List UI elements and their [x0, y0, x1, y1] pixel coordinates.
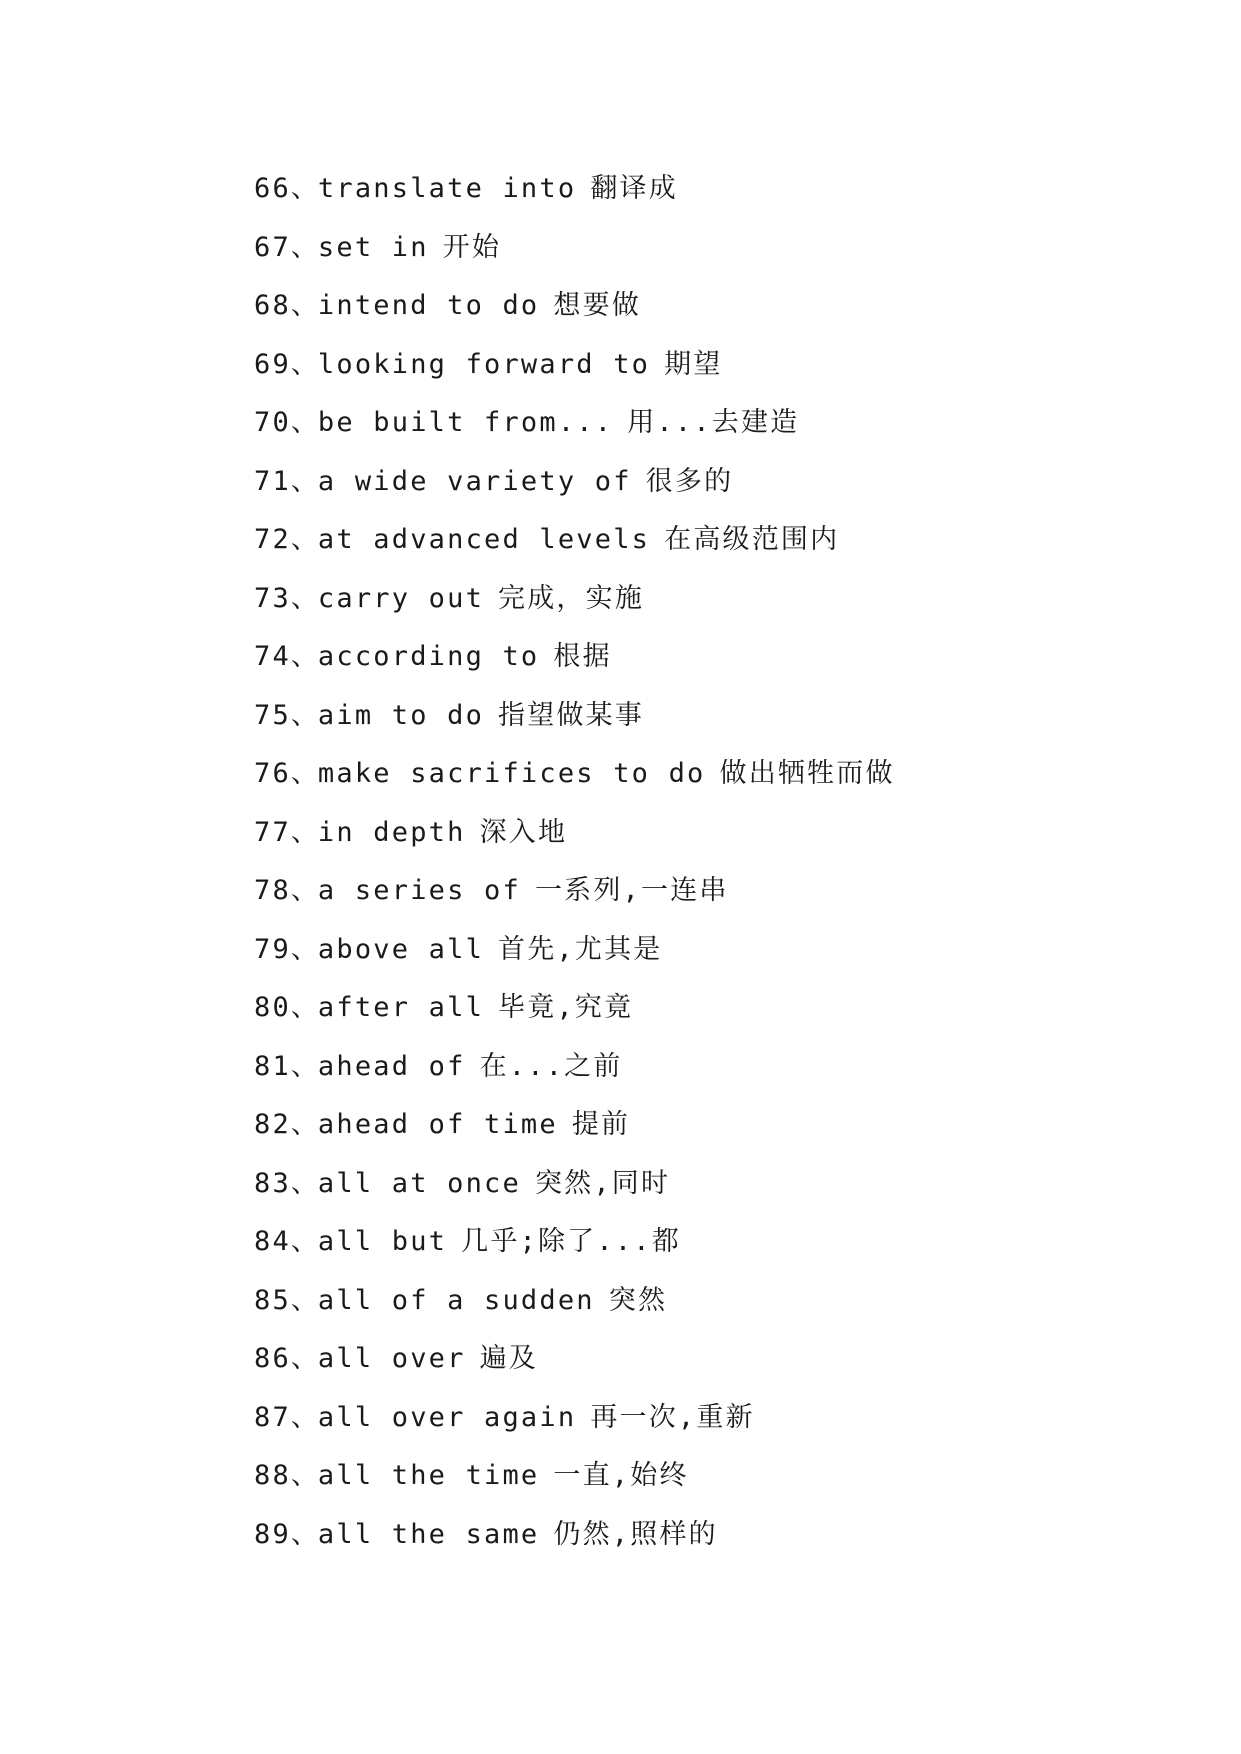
phrase-chinese: 几乎;除了...都	[461, 1226, 681, 1257]
phrase-english: carry out	[317, 582, 485, 614]
phrase-chinese: 一直,始终	[553, 1460, 689, 1491]
phrase-chinese: 在高级范围内	[664, 524, 840, 555]
phrase-separator: 、	[290, 1050, 318, 1082]
phrase-separator: 、	[290, 1109, 318, 1140]
phrase-separator: 、	[290, 641, 318, 672]
phrase-separator: 、	[290, 348, 318, 380]
phrase-item	[254, 1506, 895, 1565]
phrase-english: aim to do	[317, 699, 485, 731]
phrase-number: 86	[254, 1343, 291, 1374]
phrase-number: 71	[254, 465, 291, 497]
phrase-separator: 、	[290, 699, 318, 731]
phrase-english: all of a sudden	[317, 1284, 595, 1316]
phrase-number: 88	[254, 1460, 291, 1491]
phrase-number: 87	[254, 1401, 291, 1433]
phrase-chinese: 遍及	[479, 1343, 538, 1374]
phrase-chinese: 提前	[571, 1109, 631, 1140]
phrase-separator: 、	[290, 582, 318, 614]
phrase-separator: 、	[290, 1460, 318, 1491]
phrase-chinese: 仍然,照样的	[553, 1518, 718, 1550]
phrase-english: ahead of time	[317, 1109, 558, 1140]
phrase-english: translate into	[317, 173, 577, 204]
phrase-chinese: 首先,尤其是	[498, 933, 663, 965]
phrase-chinese: 指望做某事	[498, 699, 645, 731]
phrase-number: 85	[254, 1284, 291, 1316]
phrase-item	[254, 570, 895, 629]
phrase-number: 69	[254, 348, 291, 380]
phrase-english: above all	[317, 933, 485, 965]
phrase-separator: 、	[290, 465, 318, 497]
phrase-item	[254, 394, 895, 453]
phrase-separator: 、	[290, 816, 318, 848]
phrase-item	[254, 862, 895, 921]
phrase-english: all over	[317, 1343, 466, 1374]
phrase-chinese: 做出牺牲而做	[719, 758, 895, 789]
phrase-item	[254, 687, 895, 746]
phrase-english: a wide variety of	[317, 465, 632, 497]
phrase-chinese: 突然	[608, 1284, 668, 1316]
phrase-separator: 、	[290, 1401, 318, 1433]
phrase-separator: 、	[290, 1518, 318, 1550]
phrase-number: 70	[254, 407, 291, 438]
phrase-item	[254, 277, 895, 336]
phrase-english: a series of	[317, 875, 521, 906]
phrase-item	[254, 921, 895, 980]
phrase-chinese: 完成，实施	[498, 582, 645, 614]
phrase-item	[254, 1330, 895, 1389]
phrase-item	[254, 511, 895, 570]
phrase-english: all but	[317, 1226, 448, 1257]
phrase-number: 84	[254, 1226, 291, 1257]
phrase-english: at advanced levels	[317, 524, 651, 555]
phrase-english: intend to do	[317, 290, 540, 321]
phrase-number: 76	[254, 758, 291, 789]
phrase-separator: 、	[290, 1226, 318, 1257]
phrase-separator: 、	[290, 875, 318, 906]
phrase-number: 72	[254, 524, 291, 555]
phrase-item	[254, 628, 895, 687]
phrase-number: 74	[254, 641, 291, 672]
phrase-english: after all	[317, 992, 485, 1023]
phrase-separator: 、	[290, 173, 318, 204]
phrase-chinese: 毕竟,究竟	[498, 992, 634, 1023]
phrase-item	[254, 336, 895, 395]
phrase-chinese: 深入地	[479, 816, 568, 848]
phrase-item	[254, 979, 895, 1038]
phrase-number: 75	[254, 699, 291, 731]
phrase-number: 89	[254, 1518, 291, 1550]
phrase-item	[254, 804, 895, 863]
phrase-item	[254, 1389, 895, 1448]
phrase-number: 79	[254, 933, 291, 965]
phrase-english: all at once	[317, 1167, 521, 1199]
phrase-english: all over again	[317, 1401, 577, 1433]
phrase-number: 80	[254, 992, 291, 1023]
phrase-english: all the time	[317, 1460, 540, 1491]
phrase-separator: 、	[290, 758, 318, 789]
phrase-item	[254, 453, 895, 512]
phrase-separator: 、	[290, 407, 318, 438]
phrase-item	[254, 219, 895, 278]
phrase-english: according to	[317, 641, 540, 672]
phrase-chinese: 很多的	[645, 465, 734, 497]
phrase-number: 66	[254, 173, 291, 204]
phrase-chinese: 突然,同时	[534, 1167, 671, 1199]
phrase-separator: 、	[290, 290, 318, 321]
phrase-chinese: 开始	[442, 231, 502, 263]
phrase-separator: 、	[290, 524, 318, 555]
phrase-number: 67	[254, 231, 291, 263]
phrase-separator: 、	[290, 231, 318, 263]
phrase-list	[254, 160, 895, 1564]
phrase-item	[254, 1447, 895, 1506]
phrase-item	[254, 1155, 895, 1214]
phrase-number: 81	[254, 1050, 291, 1082]
phrase-separator: 、	[290, 992, 318, 1023]
phrase-chinese: 用...去建造	[627, 407, 800, 438]
phrase-separator: 、	[290, 933, 318, 965]
phrase-item	[254, 1272, 895, 1331]
phrase-item	[254, 160, 895, 219]
phrase-separator: 、	[290, 1284, 318, 1316]
phrase-chinese: 翻译成	[590, 173, 678, 204]
phrase-english: in depth	[317, 816, 466, 848]
phrase-chinese: 根据	[553, 641, 612, 672]
phrase-english: set in	[317, 231, 429, 263]
phrase-english: make sacrifices to do	[317, 758, 706, 789]
phrase-item	[254, 1038, 895, 1097]
phrase-item	[254, 1213, 895, 1272]
phrase-number: 73	[254, 582, 291, 614]
phrase-english: looking forward to	[317, 348, 651, 380]
phrase-english: all the same	[317, 1518, 540, 1550]
phrase-number: 82	[254, 1109, 291, 1140]
phrase-english: ahead of	[317, 1050, 466, 1082]
phrase-number: 68	[254, 290, 291, 321]
phrase-chinese: 想要做	[553, 290, 641, 321]
phrase-separator: 、	[290, 1167, 318, 1199]
phrase-item	[254, 745, 895, 804]
phrase-item	[254, 1096, 895, 1155]
phrase-number: 77	[254, 816, 291, 848]
phrase-chinese: 在...之前	[479, 1050, 623, 1082]
phrase-english: be built from...	[317, 407, 614, 438]
phrase-chinese: 再一次,重新	[590, 1401, 755, 1433]
phrase-chinese: 一系列,一连串	[534, 875, 729, 906]
phrase-number: 83	[254, 1167, 291, 1199]
phrase-number: 78	[254, 875, 291, 906]
phrase-separator: 、	[290, 1343, 318, 1374]
phrase-chinese: 期望	[664, 348, 723, 380]
